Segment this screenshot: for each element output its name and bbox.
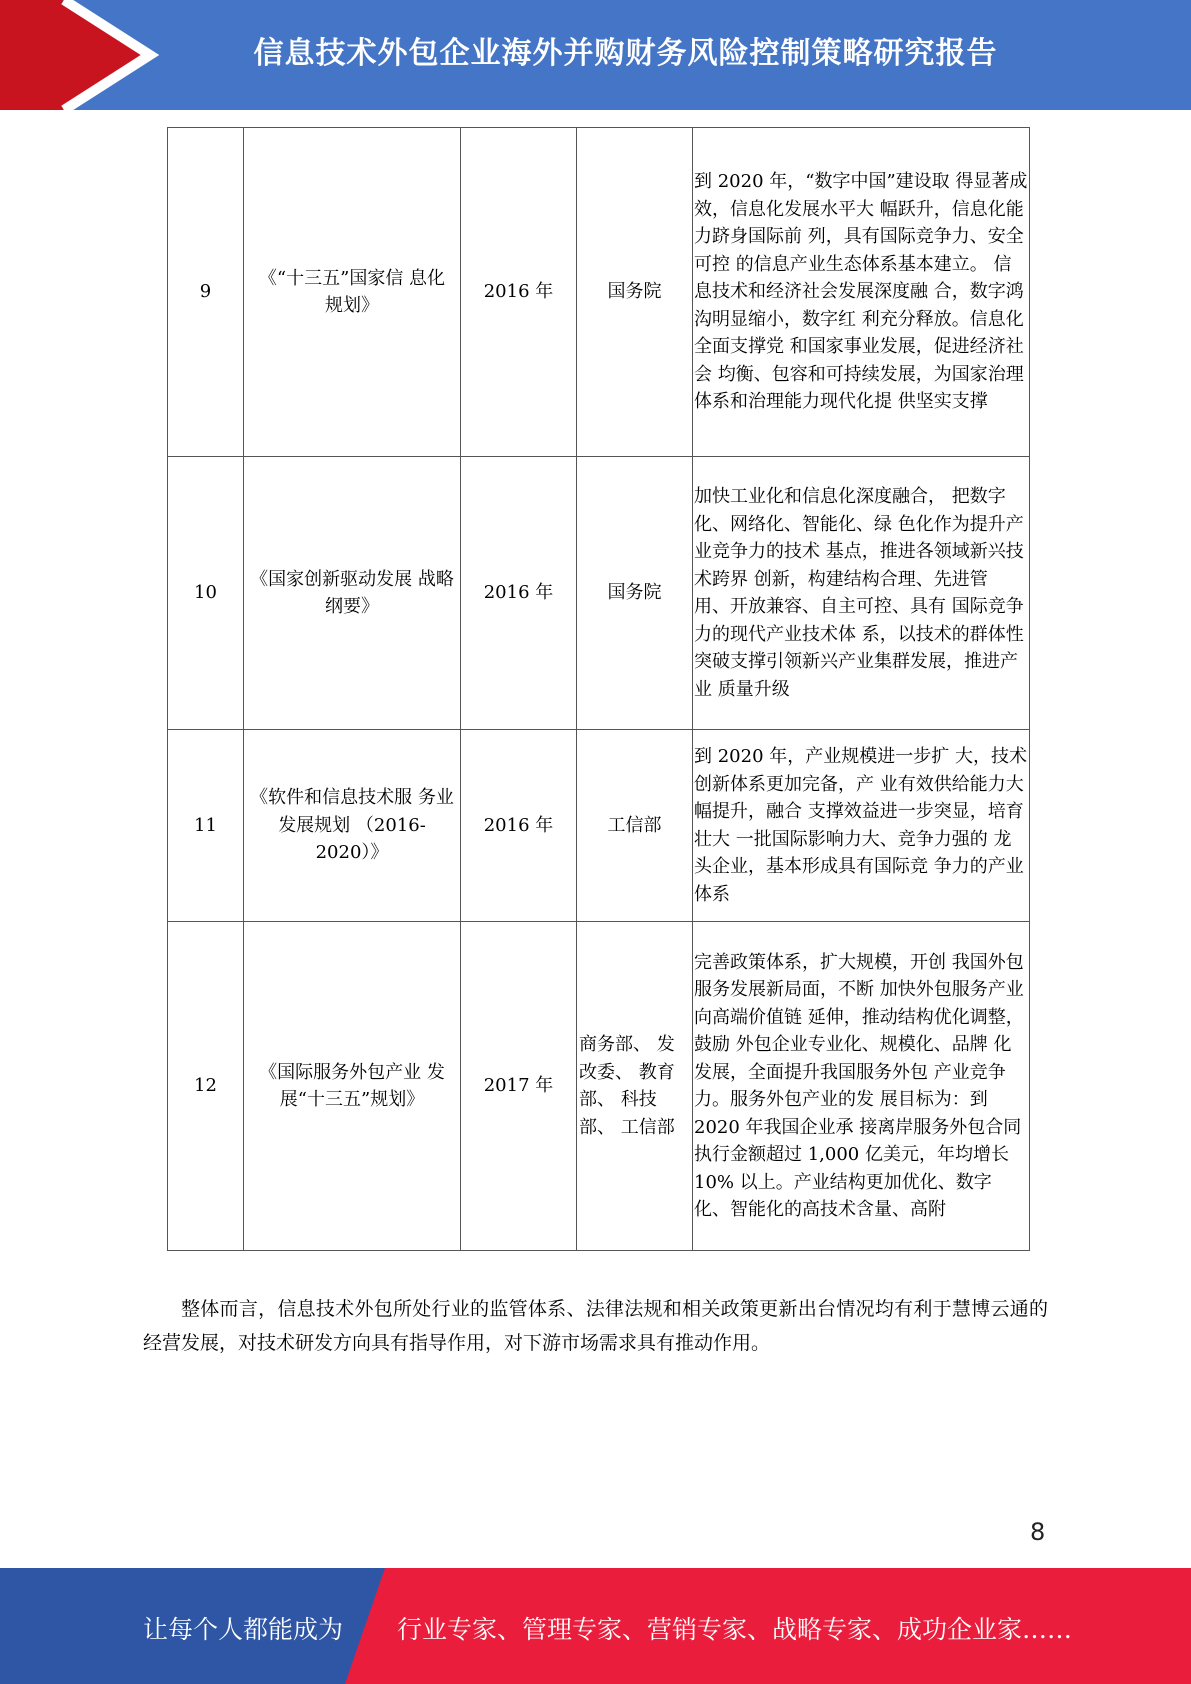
policy-goal: 加快工业化和信息化深度融合， 把数字化、网络化、智能化、绿 色化作为提升产业竞争力的技术 基点，推进各领域新兴技术跨界 创新，构建结构合理、先进管 用、开放兼容、自主可控、具有 国际竞争力的现代产业技术体 系，以技术的群体性突破支撑引领新兴产业集群发展，推进产业 质量升级 — [694, 486, 1024, 700]
policy-name-cell — [244, 730, 461, 922]
table-row — [168, 128, 1030, 457]
policy-department: 工信部 — [577, 730, 693, 922]
header-title: 信息技术外包企业海外并购财务风险控制策略研究报告 — [253, 36, 998, 71]
policy-goal: 完善政策体系，扩大规模，开创 我国外包服务发展新局面，不断 加快外包服务产业向高端价值链 延伸，推动结构优化调整，鼓励 外包企业专业化、规模化、品牌 化发展，全面提升我国服务外包 产业竞争力。服务外包产业的发 展目标为：到 2020 年我国企业承 接离岸服务外包合同执行金额超过 1,000 亿美元，年均增长 10% 以上。产业结构更加优化、数字 化、智能化的高技术含量、高附 — [694, 951, 1024, 1220]
row-number: 11 — [168, 730, 244, 922]
policy-name: 《“十三五”国家信 息化规划》 — [258, 267, 446, 316]
policy-name: 《国际服务外包产业 发展“十三五”规划》 — [259, 1061, 445, 1110]
row-number: 10 — [168, 457, 244, 730]
table-row — [168, 922, 1030, 1251]
policy-name-cell — [244, 922, 461, 1251]
policy-name-cell — [244, 457, 461, 730]
footer-slogan-left: 让每个人都能成为 — [143, 1615, 344, 1644]
policy-year: 2016 年 — [461, 128, 577, 457]
summary-paragraph: 整体而言，信息技术外包所处行业的监管体系、法律法规和相关政策更新出台情况均有利于慧博云通的经营发展，对技术研发方向具有指导作用，对下游市场需求具有推动作用。 — [143, 1298, 1048, 1354]
policy-goal: 到 2020 年，产业规模进一步扩 大，技术创新体系更加完备，产 业有效供给能力大幅提升，融合 支撑效益进一步突显，培育壮大 一批国际影响力大、竞争力强的 龙头企业，基本形成具有国际竞 争力的产业体系 — [694, 746, 1027, 905]
page-number: 8 — [1030, 1518, 1046, 1546]
policy-department: 国务院 — [577, 457, 693, 730]
policy-goal-cell — [693, 730, 1030, 922]
policy-goal-cell — [693, 922, 1030, 1251]
policy-year: 2016 年 — [461, 730, 577, 922]
row-number: 12 — [168, 922, 244, 1251]
page-footer — [0, 1568, 1191, 1684]
table-row — [168, 457, 1030, 730]
policy-department: 商务部、 发改委、 教育部、 科技部、 工信部 — [577, 922, 693, 1251]
policy-name: 《软件和信息技术服 务业发展规划 （2016-2020）》 — [250, 787, 454, 864]
policy-year: 2017 年 — [461, 922, 577, 1251]
policy-goal-cell — [693, 128, 1030, 457]
policy-department: 国务院 — [577, 128, 693, 457]
policy-name-cell — [244, 128, 461, 457]
policy-goal-cell — [693, 457, 1030, 730]
table-row — [168, 730, 1030, 922]
policy-name: 《国家创新驱动发展 战略纲要》 — [250, 568, 454, 617]
policy-goal: 到 2020 年，“数字中国”建设取 得显著成效，信息化发展水平大 幅跃升，信息化能力跻身国际前 列，具有国际竞争力、安全可控 的信息产业生态体系基本建立。 信息技术和经济社会发展深度融 合，数字鸿沟明显缩小，数字红 利充分释放。信息化全面支撑党 和国家事业发展，促进经济社会 均衡、包容和可持续发展，为国家治理体系和治理能力现代化提 供坚实支撑 — [694, 171, 1028, 413]
row-number: 9 — [168, 128, 244, 457]
footer-slogan-right: 行业专家、管理专家、营销专家、战略专家、成功企业家…… — [397, 1615, 1073, 1644]
page-header — [0, 0, 1191, 110]
policy-year: 2016 年 — [461, 457, 577, 730]
policy-table — [167, 127, 1030, 1251]
